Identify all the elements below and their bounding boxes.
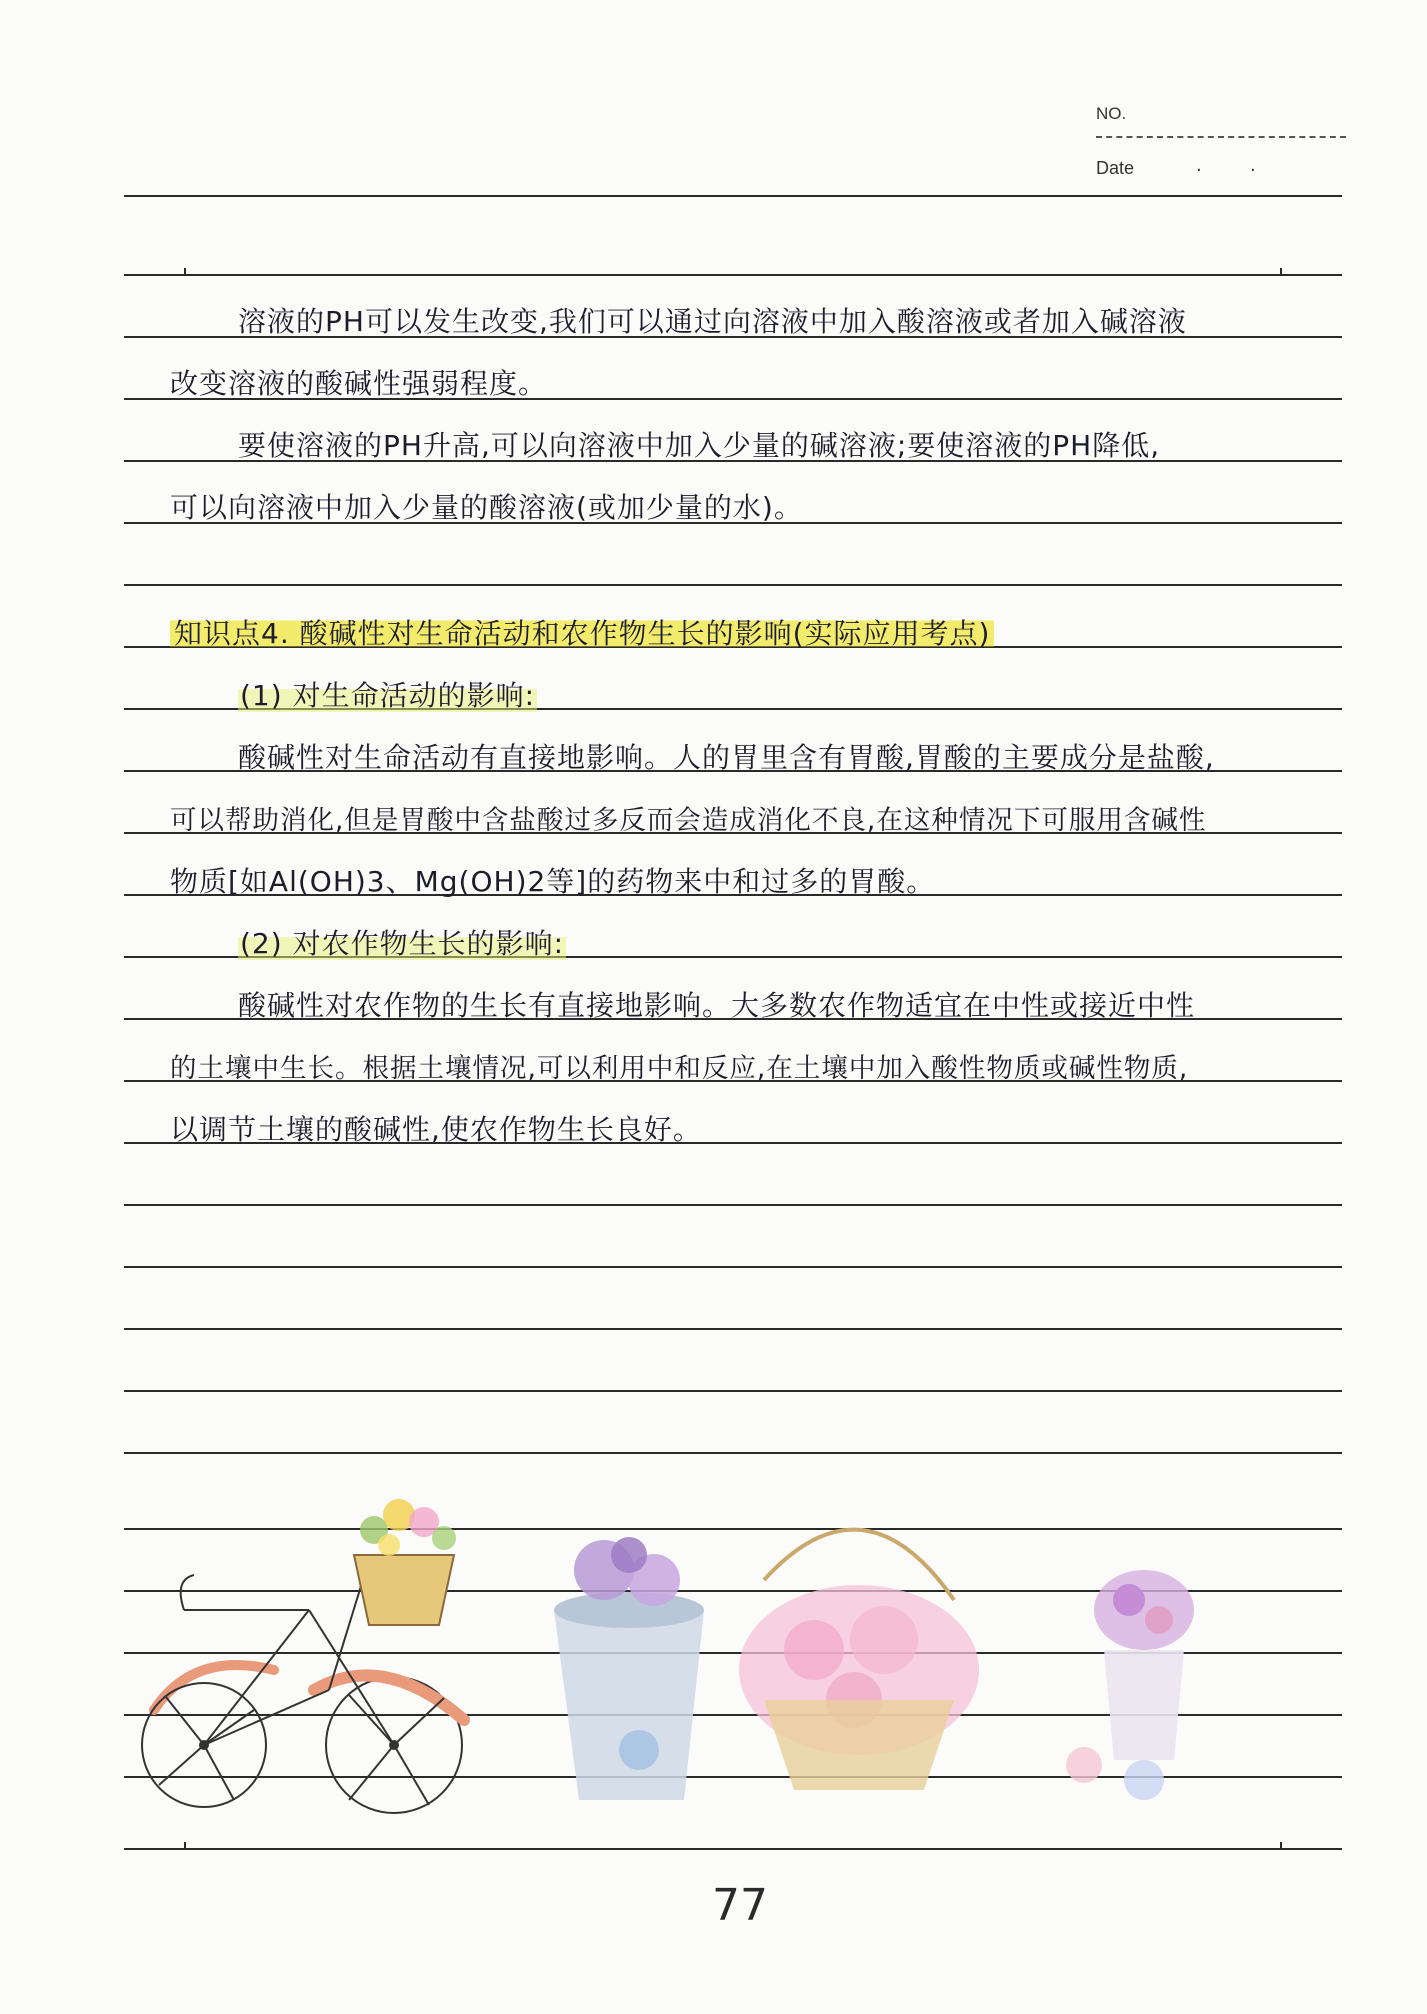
note-line: 的土壤中生长。根据土壤情况,可以利用中和反应,在土壤中加入酸性物质或碱性物质,	[170, 1053, 1189, 1084]
header-no-label: NO.	[1096, 104, 1127, 123]
date-separator-dot: ·	[1250, 160, 1256, 181]
ruled-line	[124, 1266, 1342, 1268]
page-number: 77	[712, 1880, 768, 1931]
succulent-pot-icon	[554, 1537, 704, 1800]
note-line: 酸碱性对生命活动有直接地影响。人的胃里含有胃酸,胃酸的主要成分是盐酸,	[238, 741, 1215, 774]
note-line: 要使溶液的PH升高,可以向溶液中加入少量的碱溶液;要使溶液的PH降低,	[238, 429, 1161, 462]
flower-jar-icon	[1066, 1570, 1194, 1800]
ruled-line	[124, 1848, 1342, 1850]
ruled-line	[124, 1328, 1342, 1330]
note-line: 溶液的PH可以发生改变,我们可以通过向溶液中加入酸溶液或者加入碱溶液	[238, 305, 1187, 338]
watercolor-decoration	[124, 1460, 1344, 1830]
knowledge-point-heading	[170, 612, 994, 652]
flower-basket-icon	[739, 1530, 979, 1790]
header-dashed-line	[1096, 136, 1346, 138]
header-date-label: Date	[1096, 158, 1135, 178]
date-separator-dot: ·	[1196, 160, 1202, 181]
note-line: 改变溶液的酸碱性强弱程度。	[170, 367, 548, 400]
ruled-line	[124, 274, 1342, 276]
note-line: 以调节土壤的酸碱性,使农作物生长良好。	[170, 1113, 702, 1146]
subheading-life	[238, 674, 537, 714]
flower-basket-icon	[354, 1499, 456, 1625]
note-line: 可以帮助消化,但是胃酸中含盐酸过多反而会造成消化不良,在这种情况下可服用含碱性	[170, 805, 1207, 836]
note-line: 可以向溶液中加入少量的酸溶液(或加少量的水)。	[170, 491, 803, 524]
ruled-line	[124, 1390, 1342, 1392]
ruled-line	[124, 195, 1342, 197]
heading-highlight: 知识点4. 酸碱性对生命活动和农作物生长的影响(实际应用考点)	[170, 617, 994, 650]
ruled-line	[124, 1452, 1342, 1454]
note-line: 物质[如Al(OH)3、Mg(OH)2等]的药物来中和过多的胃酸。	[170, 865, 936, 898]
ruled-line	[124, 584, 1342, 586]
subheading-text: (2) 对农作物生长的影响:	[240, 927, 564, 960]
subheading-text: (1) 对生命活动的影响:	[240, 679, 535, 712]
ruled-line	[124, 1204, 1342, 1206]
note-line: 酸碱性对农作物的生长有直接地影响。大多数农作物适宜在中性或接近中性	[238, 989, 1196, 1022]
subheading-crops	[238, 922, 566, 962]
